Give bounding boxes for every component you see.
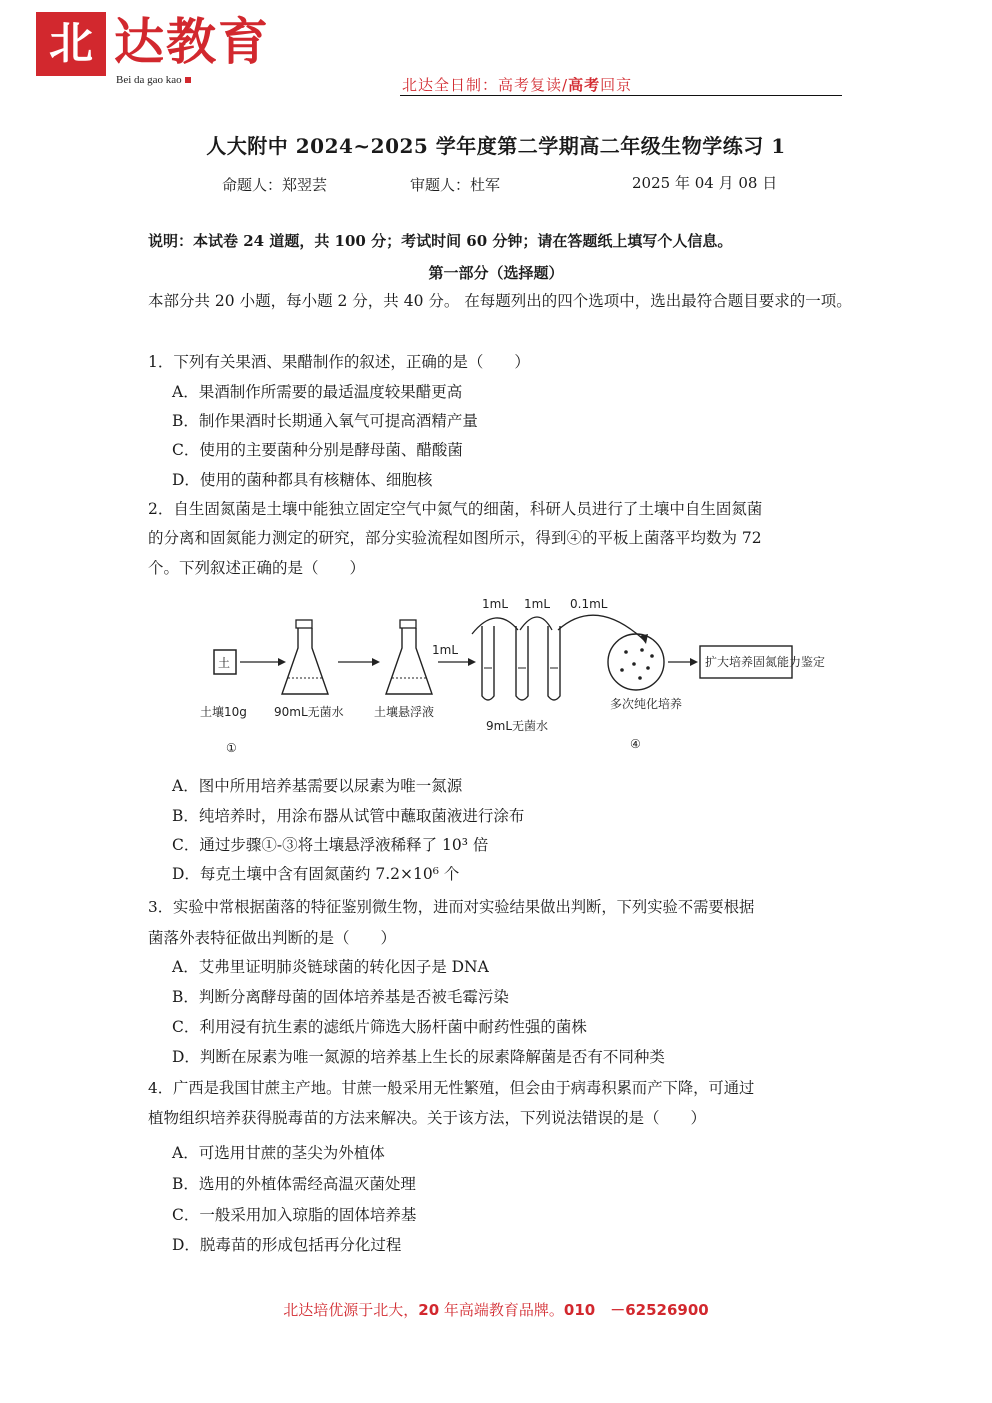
flask-water-icon [282,620,328,694]
transfer-label-1ml: 1mL [432,643,459,657]
exam-reviewer: 审题人：杜军 [410,176,501,194]
exam-title: 人大附中 2024~2025 学年度第二学期高二年级生物学练习 1 [206,134,786,158]
question-2-option-d: D．每克土壤中含有固氮菌约 7.2×10⁶ 个 [172,865,460,883]
question-2-stem-line2: 的分离和固氮能力测定的研究，部分实验流程如图所示，得到④的平板上菌落平均数为 72 [148,529,762,547]
question-4-stem-line2: 植物组织培养获得脱毒苗的方法来解决。关于该方法，下列说法错误的是（ ） [148,1109,707,1127]
suspension-label: 土壤悬浮液 [374,705,435,719]
arrowhead-3 [468,658,476,666]
question-3-option-a: A．艾弗里证明肺炎链球菌的转化因子是 DNA [172,958,489,976]
brand-logo [36,12,284,94]
question-2-option-b: B．纯培养时，用涂布器从试管中蘸取菌液进行涂布 [172,807,525,825]
question-2-option-a: A．图中所用培养基需要以尿素为唯一氮源 [172,777,463,795]
header-divider [400,95,842,96]
arrowhead-1 [278,658,286,666]
question-3-option-c: C．利用浸有抗生素的滤纸片筛选大肠杆菌中耐药性强的菌株 [172,1018,587,1036]
question-3-option-b: B．判断分离酵母菌的固体培养基是否被毛霉污染 [172,988,509,1006]
footer-contact: 北达培优源于北大，20 年高端教育品牌。010 －62526900 [283,1301,709,1319]
question-3-stem-line2: 菌落外表特征做出判断的是（ ） [148,929,397,947]
arrowhead-2 [372,658,380,666]
experiment-flow-diagram [196,590,826,765]
step-4-marker: ④ [630,737,641,751]
result-label: 扩大培养固氮能力鉴定 [705,655,826,669]
question-3-stem-line1: 3．实验中常根据菌落的特征鉴别微生物，进而对实验结果做出判断，下列实验不需要根据 [148,898,755,916]
logo-mark: 北 [36,12,106,76]
question-1-option-b: B．制作果酒时长期通入氧气可提高酒精产量 [172,412,478,430]
water-label: 90mL无菌水 [274,705,344,719]
question-2-option-c: C．通过步骤①-③将土壤悬浮液稀释了 10³ 倍 [172,836,489,854]
section-title: 第一部分（选择题） [428,264,564,282]
section-intro: 本部分共 20 小题，每小题 2 分，共 40 分。 在每题列出的四个选项中，选出最符合题目要求的一项。 [148,292,852,310]
soil-label: 土壤10g [200,705,247,719]
arrowhead-4 [690,658,698,666]
tube-transfer-label-1: 1mL [482,597,509,611]
question-2-stem-line3: 个。下列叙述正确的是（ ） [148,559,366,577]
test-tubes-icon [472,615,648,700]
petri-dish-icon [608,634,664,690]
question-4-stem-line1: 4．广西是我国甘蔗主产地。甘蔗一般采用无性繁殖，但会由于病毒积累而产下降，可通过 [148,1079,755,1097]
exam-instructions: 说明：本试卷 24 道题，共 100 分；考试时间 60 分钟；请在答题纸上填写个人信息。 [148,232,733,250]
exam-author: 命题人：郑翌芸 [222,176,328,194]
question-4-option-a: A．可选用甘蔗的茎尖为外植体 [172,1144,385,1162]
question-4-option-c: C．一般采用加入琼脂的固体培养基 [172,1206,417,1224]
header-tagline: 北达全日制：高考复读/高考回京 [402,76,633,94]
step-1-marker: ① [226,741,237,755]
tubes-label: 9mL无菌水 [486,719,549,733]
question-2-stem-line1: 2．自生固氮菌是土壤中能独立固定空气中氮气的细菌，科研人员进行了土壤中自生固氮菌 [148,500,763,518]
question-1-option-d: D．使用的菌种都具有核糖体、细胞核 [172,471,433,489]
tube-transfer-label-2: 1mL [524,597,551,611]
question-4-option-b: B．选用的外植体需经高温灭菌处理 [172,1175,416,1193]
soil-box-label: 土 [218,656,231,670]
flask-suspension-icon [386,620,432,694]
question-4-option-d: D．脱毒苗的形成包括再分化过程 [172,1236,402,1254]
exam-date: 2025 年 04 月 08 日 [632,174,778,192]
tube-transfer-label-3: 0.1mL [570,597,608,611]
question-1-option-c: C．使用的主要菌种分别是酵母菌、醋酸菌 [172,441,463,459]
question-1-stem: 1．下列有关果酒、果醋制作的叙述，正确的是（ ） [148,353,530,371]
question-3-option-d: D．判断在尿素为唯一氮源的培养基上生长的尿素降解菌是否有不同种类 [172,1048,665,1066]
logo-subtitle: Bei da gao kao [116,74,191,86]
logo-wordmark: 达教育 [114,12,270,71]
question-1-option-a: A．果酒制作所需要的最适温度较果醋更高 [172,383,463,401]
plate-label: 多次纯化培养 [610,697,683,711]
